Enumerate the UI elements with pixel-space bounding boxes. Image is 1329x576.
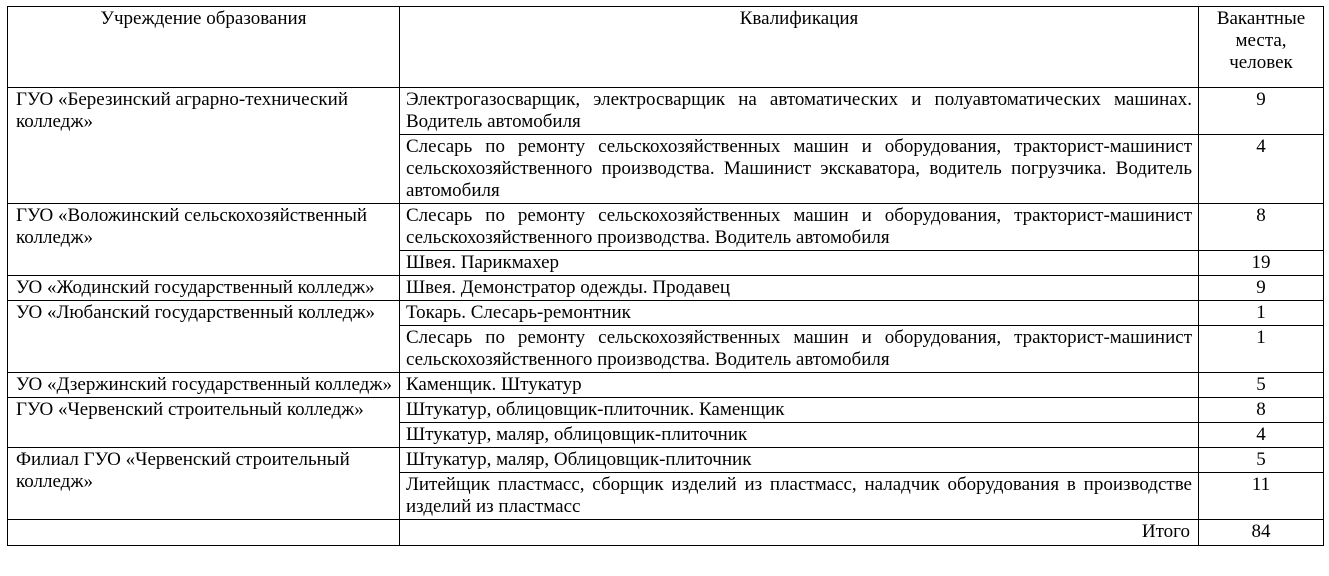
institution-cell: УО «Дзержинский государственный колледж» bbox=[8, 373, 400, 398]
table-row bbox=[8, 373, 1324, 398]
vacancies-cell: 5 bbox=[1199, 373, 1324, 398]
institution-cell: УО «Любанский государственный колледж» bbox=[8, 301, 400, 373]
vacancies-table bbox=[7, 6, 1324, 546]
qualification-cell: Швея. Демонстратор одежды. Продавец bbox=[400, 276, 1199, 301]
total-value: 84 bbox=[1199, 520, 1324, 546]
qualification-cell: Токарь. Слесарь-ремонтник bbox=[400, 301, 1199, 326]
vacancies-cell: 1 bbox=[1199, 326, 1324, 373]
total-label: Итого bbox=[400, 520, 1199, 546]
qualification-cell: Штукатур, маляр, облицовщик-плиточник bbox=[400, 423, 1199, 448]
header-institution: Учреждение образования bbox=[8, 7, 400, 88]
institution-cell: Филиал ГУО «Червенский строительный колледж» bbox=[8, 448, 400, 520]
qualification-cell: Каменщик. Штукатур bbox=[400, 373, 1199, 398]
header-qualification: Квалификация bbox=[400, 7, 1199, 88]
qualification-cell: Литейщик пластмасс, сборщик изделий из пластмасс, наладчик оборудования в производстве изделий из пластмасс bbox=[400, 473, 1199, 520]
vacancies-cell: 8 bbox=[1199, 204, 1324, 251]
total-empty-cell bbox=[8, 520, 400, 546]
qualification-cell: Штукатур, облицовщик-плиточник. Каменщик bbox=[400, 398, 1199, 423]
table-row bbox=[8, 448, 1324, 473]
qualification-cell: Слесарь по ремонту сельскохозяйственных машин и оборудования, тракторист-машинист сельскохозяйственного производства. Машинист экскаватора, водитель погрузчика. Водитель автомобиля bbox=[400, 135, 1199, 204]
vacancies-cell: 4 bbox=[1199, 135, 1324, 204]
vacancies-cell: 8 bbox=[1199, 398, 1324, 423]
qualification-cell: Штукатур, маляр, Облицовщик-плиточник bbox=[400, 448, 1199, 473]
vacancies-cell: 11 bbox=[1199, 473, 1324, 520]
vacancies-cell: 9 bbox=[1199, 88, 1324, 135]
vacancies-cell: 19 bbox=[1199, 251, 1324, 276]
table-row bbox=[8, 301, 1324, 326]
table-row bbox=[8, 276, 1324, 301]
table-row bbox=[8, 88, 1324, 135]
vacancies-cell: 9 bbox=[1199, 276, 1324, 301]
qualification-cell: Швея. Парикмахер bbox=[400, 251, 1199, 276]
institution-cell: ГУО «Червенский строительный колледж» bbox=[8, 398, 400, 448]
qualification-cell: Электрогазосварщик, электросварщик на автоматических и полуавтоматических машинах. Водитель автомобиля bbox=[400, 88, 1199, 135]
institution-cell: УО «Жодинский государственный колледж» bbox=[8, 276, 400, 301]
vacancies-cell: 4 bbox=[1199, 423, 1324, 448]
institution-cell: ГУО «Березинский аграрно-технический колледж» bbox=[8, 88, 400, 204]
vacancies-cell: 5 bbox=[1199, 448, 1324, 473]
qualification-cell: Слесарь по ремонту сельскохозяйственных машин и оборудования, тракторист-машинист сельскохозяйственного производства. Водитель автомобиля bbox=[400, 204, 1199, 251]
institution-cell: ГУО «Воложинский сельскохозяйственный колледж» bbox=[8, 204, 400, 276]
qualification-cell: Слесарь по ремонту сельскохозяйственных машин и оборудования, тракторист-машинист сельскохозяйственного производства. Водитель автомобиля bbox=[400, 326, 1199, 373]
total-row bbox=[8, 520, 1324, 546]
table-row bbox=[8, 398, 1324, 423]
vacancies-cell: 1 bbox=[1199, 301, 1324, 326]
header-row bbox=[8, 7, 1324, 88]
header-vacancies: Вакантные места, человек bbox=[1199, 7, 1324, 88]
table-row bbox=[8, 204, 1324, 251]
